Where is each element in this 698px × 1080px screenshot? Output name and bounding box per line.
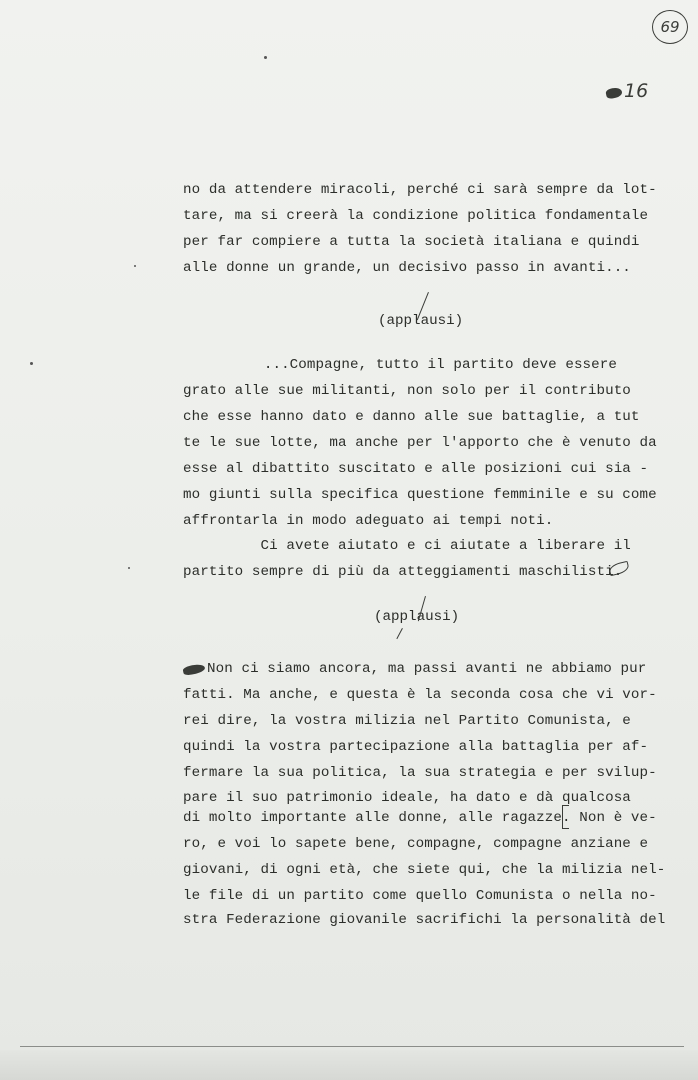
text-line: Non ci siamo ancora, ma passi avanti ne abbiamo pur — [207, 661, 647, 677]
text-line: fermare la sua politica, la sua strategia e per svilup- — [183, 765, 657, 781]
archive-page-number: 69 — [652, 10, 688, 44]
pen-scribble-mark — [182, 663, 205, 676]
text-line: Ci avete aiutato e ci aiutate a liberare il — [183, 538, 631, 554]
pen-tick-mark — [396, 628, 403, 639]
text-line: che esse hanno dato e danno alle sue battaglie, a tut — [183, 409, 640, 425]
text-line: esse al dibattito suscitato e alle posizioni cui sia - — [183, 461, 649, 477]
text-line: rei dire, la vostra milizia nel Partito Comunista, e — [183, 713, 631, 729]
text-line: partito sempre di più da atteggiamenti maschilisti. — [183, 564, 623, 580]
text-line: fatti. Ma anche, e questa è la seconda cosa che vi vor- — [183, 687, 657, 703]
sheet-number — [606, 80, 648, 102]
text-line: alle donne un grande, un decisivo passo in avanti... — [183, 260, 631, 276]
text-line: tare, ma si creerà la condizione politica fondamentale — [183, 208, 649, 224]
text-line: giovani, di ogni età, che siete qui, che la milizia nel- — [183, 862, 666, 878]
stray-mark — [128, 567, 130, 569]
text-line: ro, e voi lo sapete bene, compagne, compagne anziane e — [183, 836, 649, 852]
applause-note: (applausi) — [374, 609, 460, 625]
pen-bracket-mark — [562, 805, 569, 829]
stray-mark — [30, 362, 33, 365]
text-line: stra Federazione giovanile sacrifichi la personalità del — [183, 912, 666, 928]
applause-note: (applausi) — [378, 313, 464, 329]
text-line: mo giunti sulla specifica questione femminile e su come — [183, 487, 657, 503]
page-bottom-edge — [0, 1050, 698, 1080]
text-line: le file di un partito come quello Comunista o nella no- — [183, 888, 657, 904]
text-line: per far compiere a tutta la società italiana e quindi — [183, 234, 640, 250]
stray-mark — [264, 56, 267, 59]
text-line: grato alle sue militanti, non solo per il contributo — [183, 383, 631, 399]
text-line: di molto importante alle donne, alle ragazze. Non è ve- — [183, 810, 657, 826]
page-edge-line — [20, 1046, 684, 1047]
text-line: no da attendere miracoli, perché ci sarà sempre da lot- — [183, 182, 657, 198]
crossed-out-number-scribble — [605, 86, 623, 99]
stray-mark — [134, 265, 136, 267]
text-line: ...Compagne, tutto il partito deve essere — [238, 357, 618, 373]
sheet-number-text: 16 — [624, 80, 649, 102]
text-line: quindi la vostra partecipazione alla battaglia per af- — [183, 739, 649, 755]
text-line: pare il suo patrimonio ideale, ha dato e dà qualcosa — [183, 790, 631, 806]
text-line: te le sue lotte, ma anche per l'apporto che è venuto da — [183, 435, 657, 451]
text-line: affrontarla in modo adeguato ai tempi noti. — [183, 513, 554, 529]
